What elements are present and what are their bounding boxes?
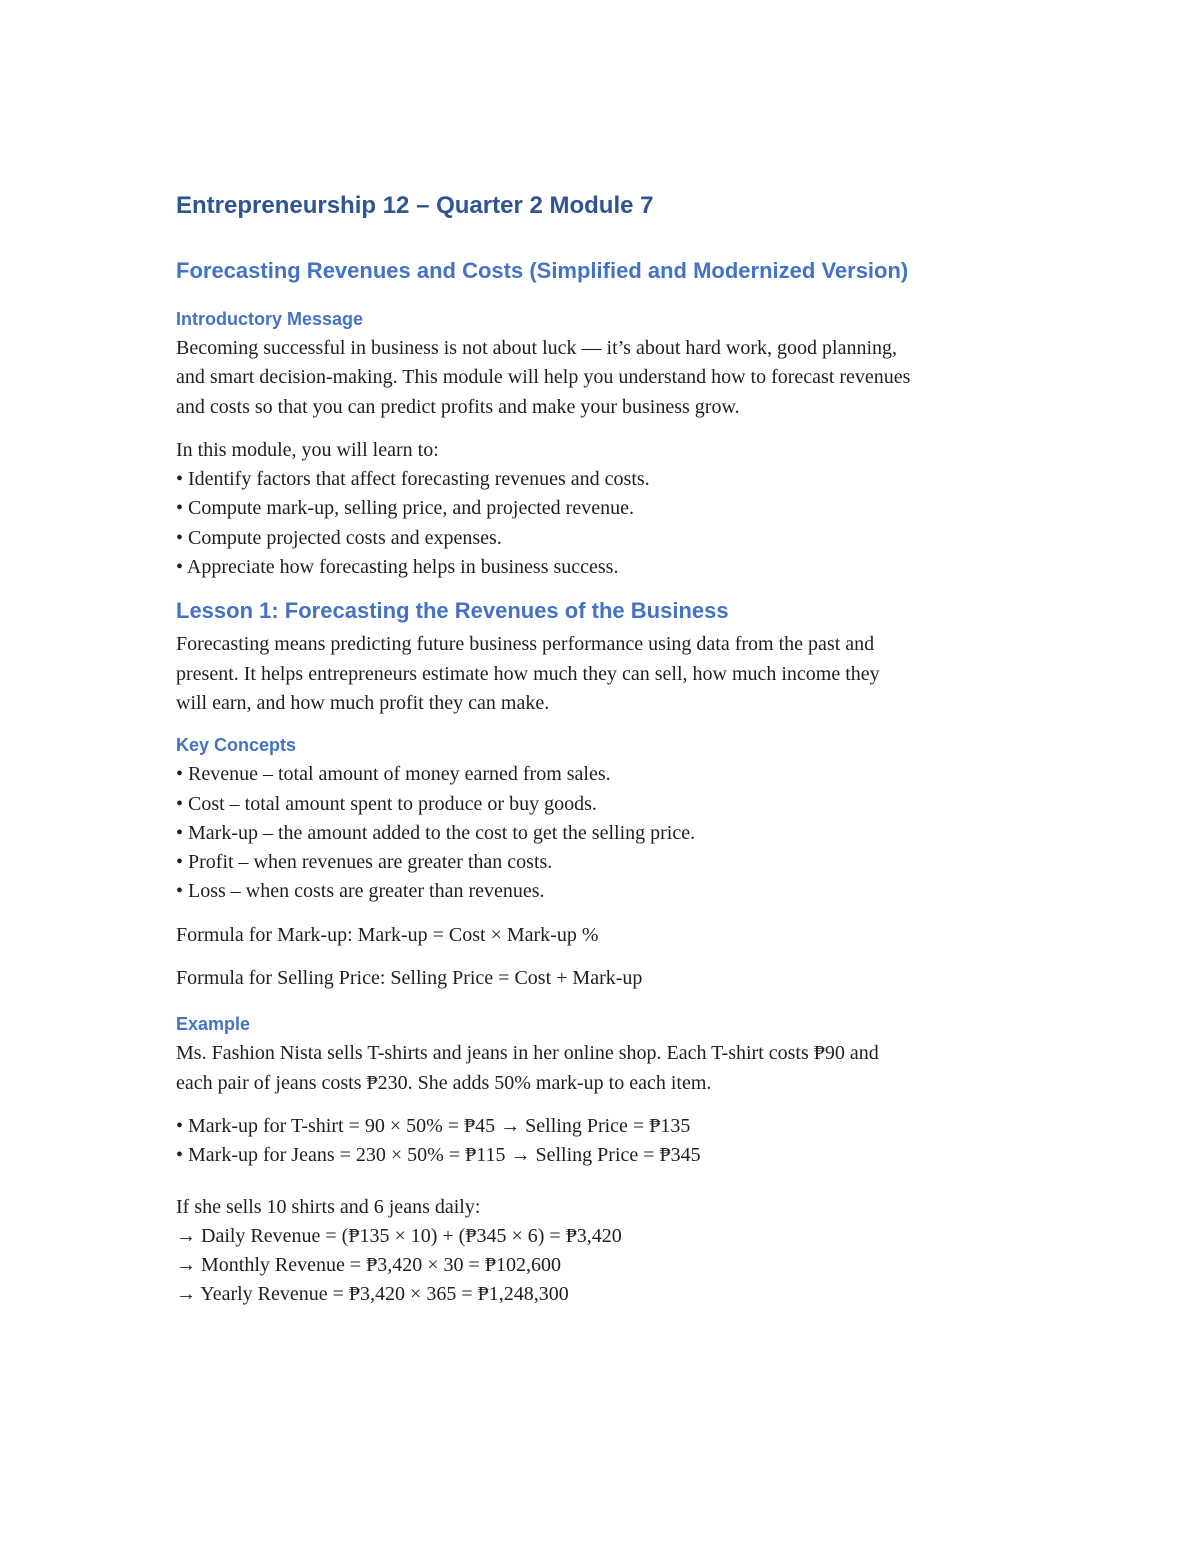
objective-item: • Compute mark-up, selling price, and projected revenue.: [176, 497, 634, 520]
document-subtitle: Forecasting Revenues and Costs (Simplified and Modernized Version): [176, 258, 909, 283]
lesson1-paragraph: [176, 630, 1056, 718]
objective-item: • Compute projected costs and expenses.: [176, 526, 502, 549]
objectives-list: [176, 436, 1056, 582]
key-concepts-list: [176, 760, 1056, 906]
intro-paragraph: [176, 334, 1056, 422]
markup-examples: [176, 1112, 1056, 1171]
lesson1-heading: Lesson 1: Forecasting the Revenues of the Business: [176, 598, 729, 624]
markup-example-item: • Mark-up for T-shirt = 90 × 50% = ₱45 → Selling Price = ₱135: [176, 1114, 691, 1137]
intro-line: and costs so that you can predict profits and make your business grow.: [176, 395, 740, 418]
document-page: [176, 190, 1056, 1324]
example-line: Ms. Fashion Nista sells T-shirts and jeans in her online shop. Each T-shirt costs ₱90 and: [176, 1042, 879, 1065]
markup-formula: [176, 921, 1056, 950]
revenue-item: → Monthly Revenue = ₱3,420 × 30 = ₱102,600: [176, 1254, 561, 1277]
example-heading: Example: [176, 1014, 251, 1035]
concept-item: • Revenue – total amount of money earned from sales.: [176, 763, 611, 786]
revenue-item: → Daily Revenue = (₱135 × 10) + (₱345 × 6) = ₱3,420: [176, 1224, 622, 1247]
lesson1-line: Forecasting means predicting future business performance using data from the past and: [176, 633, 875, 656]
concept-item: • Cost – total amount spent to produce or buy goods.: [176, 792, 597, 815]
concept-item: • Mark-up – the amount added to the cost to get the selling price.: [176, 821, 696, 844]
revenue-lead: If she sells 10 shirts and 6 jeans daily:: [176, 1195, 481, 1218]
selling-price-formula-text: Formula for Selling Price: Selling Price = Cost + Mark-up: [176, 967, 643, 990]
intro-line: and smart decision-making. This module will help you understand how to forecast revenues: [176, 366, 911, 389]
objective-item: • Appreciate how forecasting helps in business success.: [176, 556, 619, 579]
concept-item: • Profit – when revenues are greater than costs.: [176, 851, 553, 874]
example-line: each pair of jeans costs ₱230. She adds 50% mark-up to each item.: [176, 1071, 712, 1094]
concept-item: • Loss – when costs are greater than revenues.: [176, 880, 545, 903]
selling-price-formula: [176, 964, 1056, 993]
revenue-examples: [176, 1193, 1056, 1310]
objectives-lead: In this module, you will learn to:: [176, 438, 439, 461]
lesson1-line: present. It helps entrepreneurs estimate how much they can sell, how much income they: [176, 662, 880, 685]
document-title: Entrepreneurship 12 – Quarter 2 Module 7: [176, 192, 654, 219]
intro-line: Becoming successful in business is not about luck — it’s about hard work, good planning,: [176, 337, 898, 359]
revenue-item: → Yearly Revenue = ₱3,420 × 365 = ₱1,248,300: [176, 1283, 569, 1306]
objective-item: • Identify factors that affect forecasting revenues and costs.: [176, 468, 650, 491]
markup-formula-text: Formula for Mark-up: Mark-up = Cost × Mark-up %: [176, 923, 599, 946]
key-concepts-heading: Key Concepts: [176, 735, 297, 756]
lesson1-line: will earn, and how much profit they can make.: [176, 691, 550, 714]
intro-heading: Introductory Message: [176, 309, 364, 329]
example-paragraph: [176, 1039, 1056, 1098]
markup-example-item: • Mark-up for Jeans = 230 × 50% = ₱115 → Selling Price = ₱345: [176, 1144, 701, 1167]
